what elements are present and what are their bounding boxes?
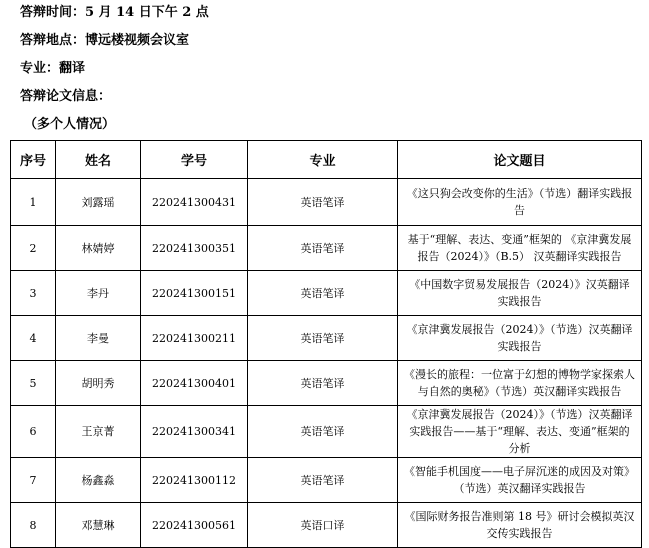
table-row bbox=[11, 406, 642, 458]
table-row bbox=[11, 316, 642, 361]
cell-name: 胡明秀 bbox=[56, 361, 141, 406]
cell-thesis-title: 《京津冀发展报告（2024）》（节选）汉英翻译实践报告 bbox=[398, 316, 642, 361]
cell-major: 英语笔译 bbox=[248, 316, 398, 361]
cell-seq: 6 bbox=[11, 406, 56, 458]
cell-student-id: 220241300561 bbox=[141, 503, 248, 548]
defense-table bbox=[10, 140, 642, 548]
cell-thesis-title: 《漫长的旅程：一位富于幻想的博物学家探索人与自然的奥秘》（节选）英汉翻译实践报告 bbox=[398, 361, 642, 406]
cell-student-id: 220241300351 bbox=[141, 226, 248, 271]
cell-seq: 8 bbox=[11, 503, 56, 548]
cell-student-id: 220241300112 bbox=[141, 458, 248, 503]
multi-person-note: （多个人情况） bbox=[24, 117, 116, 132]
cell-seq: 1 bbox=[11, 179, 56, 226]
header-student-id: 学号 bbox=[141, 141, 248, 179]
cell-name: 王京菁 bbox=[56, 406, 141, 458]
cell-seq: 5 bbox=[11, 361, 56, 406]
cell-name: 邓慧琳 bbox=[56, 503, 141, 548]
cell-major: 英语笔译 bbox=[248, 179, 398, 226]
cell-major: 英语口译 bbox=[248, 503, 398, 548]
cell-major: 英语笔译 bbox=[248, 271, 398, 316]
header-seq: 序号 bbox=[11, 141, 56, 179]
table-header-row bbox=[11, 141, 642, 179]
table-row bbox=[11, 271, 642, 316]
cell-major: 英语笔译 bbox=[248, 406, 398, 458]
table-row bbox=[11, 226, 642, 271]
cell-major: 英语笔译 bbox=[248, 458, 398, 503]
cell-name: 李丹 bbox=[56, 271, 141, 316]
cell-seq: 2 bbox=[11, 226, 56, 271]
table-row bbox=[11, 361, 642, 406]
header-thesis-title: 论文题目 bbox=[398, 141, 642, 179]
cell-major: 英语笔译 bbox=[248, 361, 398, 406]
cell-name: 李曼 bbox=[56, 316, 141, 361]
defense-time: 答辩时间：5 月 14 日下午 2 点 bbox=[20, 5, 209, 20]
cell-name: 杨鑫淼 bbox=[56, 458, 141, 503]
header-name: 姓名 bbox=[56, 141, 141, 179]
cell-seq: 4 bbox=[11, 316, 56, 361]
cell-seq: 7 bbox=[11, 458, 56, 503]
table-row bbox=[11, 458, 642, 503]
cell-thesis-title: 《这只狗会改变你的生活》（节选）翻译实践报告 bbox=[398, 179, 642, 226]
table-row bbox=[11, 503, 642, 548]
cell-student-id: 220241300401 bbox=[141, 361, 248, 406]
major: 专业：翻译 bbox=[20, 61, 86, 76]
cell-student-id: 220241300341 bbox=[141, 406, 248, 458]
cell-thesis-title: 《中国数字贸易发展报告（2024）》汉英翻译实践报告 bbox=[398, 271, 642, 316]
cell-student-id: 220241300431 bbox=[141, 179, 248, 226]
header-major: 专业 bbox=[248, 141, 398, 179]
thesis-info-heading: 答辩论文信息： bbox=[20, 89, 112, 104]
cell-name: 林婧婷 bbox=[56, 226, 141, 271]
cell-major: 英语笔译 bbox=[248, 226, 398, 271]
table-row bbox=[11, 179, 642, 226]
cell-seq: 3 bbox=[11, 271, 56, 316]
cell-name: 刘露瑶 bbox=[56, 179, 141, 226]
cell-thesis-title: 基于“理解、表达、变通”框架的 《京津冀发展报告（2024）》（B.5） 汉英翻译实践报告 bbox=[398, 226, 642, 271]
cell-student-id: 220241300151 bbox=[141, 271, 248, 316]
cell-thesis-title: 《京津冀发展报告（2024）》（节选）汉英翻译实践报告——基于“理解、表达、变通”框架的分析 bbox=[398, 406, 642, 458]
defense-place: 答辩地点：博远楼视频会议室 bbox=[20, 33, 190, 48]
cell-student-id: 220241300211 bbox=[141, 316, 248, 361]
cell-thesis-title: 《国际财务报告准则第 18 号》研讨会模拟英汉交传实践报告 bbox=[398, 503, 642, 548]
cell-thesis-title: 《智能手机国度——电子屏沉迷的成因及对策》（节选）英汉翻译实践报告 bbox=[398, 458, 642, 503]
